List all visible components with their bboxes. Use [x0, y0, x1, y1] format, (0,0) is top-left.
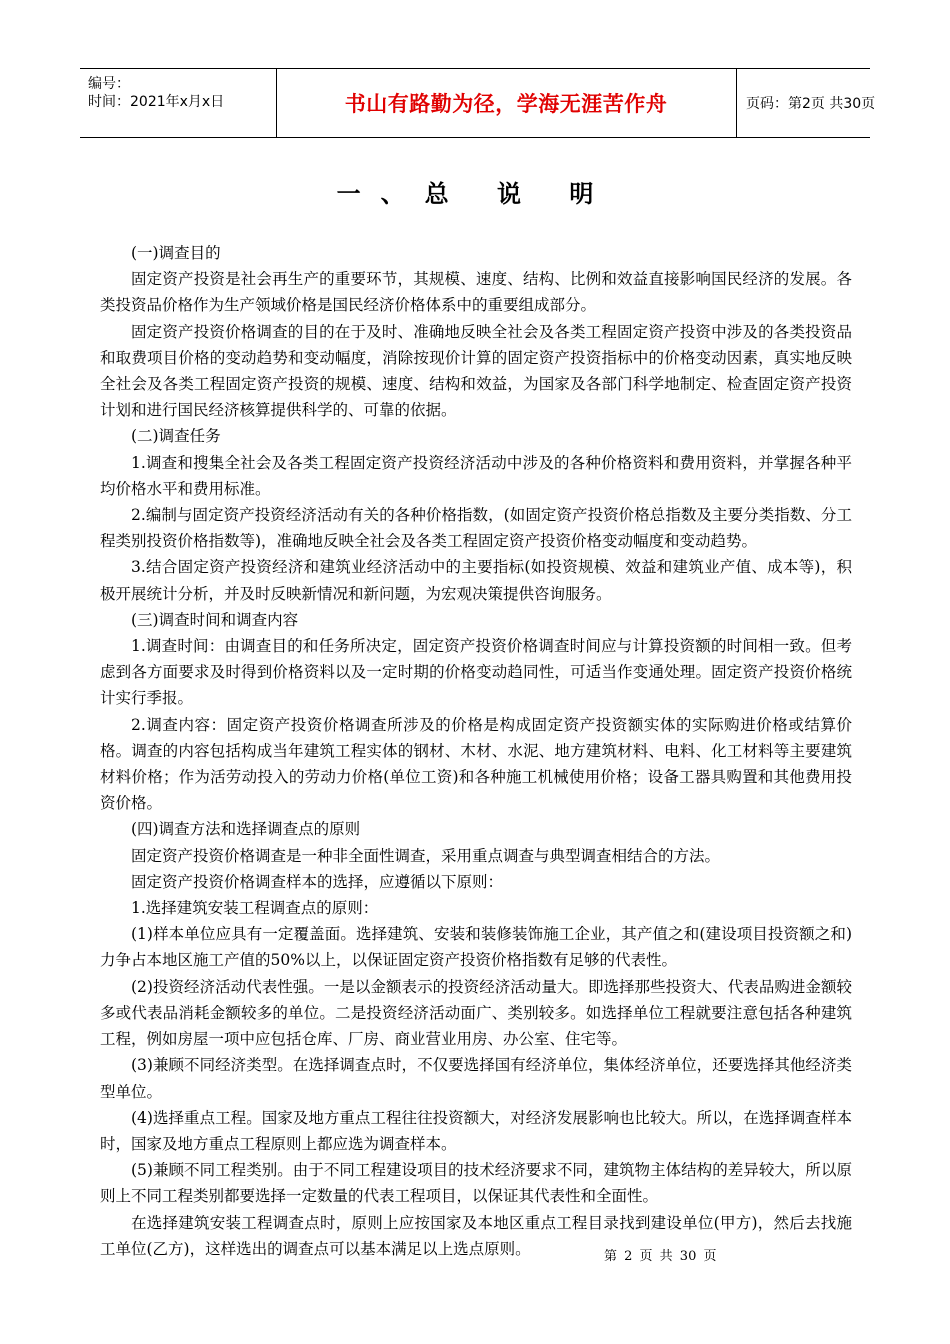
paragraph: 3.结合固定资产投资经济和建筑业经济活动中的主要指标(如投资规模、效益和建筑业产值、成本等)，积极开展统计分析，并及时反映新情况和新问题，为宏观决策提供咨询服务。 [100, 558, 852, 603]
header-left-cell [80, 69, 277, 137]
page-header [80, 68, 876, 138]
paragraph: 固定资产投资价格调查样本的选择，应遵循以下原则： [131, 872, 504, 891]
paragraph: 2.编制与固定资产投资经济活动有关的各种价格指数，(如固定资产投资价格总指数及主要分类指数、分工程类别投资价格指数等)，准确地反映全社会及各类工程固定资产投资价格变动幅度和变动趋势。 [100, 506, 852, 551]
paragraph: (2)投资经济活动代表性强。一是以金额表示的投资经济活动量大。即选择那些投资大、代表品购进金额较多或代表品消耗金额较多的单位。二是投资经济活动面广、类别较多。如选择单位工程就要注意包括各种建筑工程，例如房屋一项中应包括仓库、厂房、商业营业用房、办公室、住宅等。 [100, 977, 852, 1049]
heading-survey-purpose: (一)调查目的 [131, 244, 221, 262]
paragraph: 1.调查时间：由调查目的和任务所决定，固定资产投资价格调查时间应与计算投资额的时间相一致。但考虑到各方面要求及时得到价格资料以及一定时期的价格变动趋同性，可适当作变通处理。固定资产投资价格统计实行季报。 [100, 637, 852, 708]
header-motto-cell [276, 69, 737, 137]
paragraph: 2.调查内容：固定资产投资价格调查所涉及的价格是构成固定资产投资额实体的实际购进价格或结算价格。调查的内容包括构成当年建筑工程实体的钢材、木材、水泥、地方建筑材料、电料、化工材料等主要建筑材料价格；作为活劳动投入的劳动力价格(单位工资)和各种施工机械使用价格；设备工器具购置和其他费用投资价格。 [100, 715, 852, 813]
paragraph: 1.调查和搜集全社会及各类工程固定资产投资经济活动中涉及的各种价格资料和费用资料，并掌握各种平均价格水平和费用标准。 [100, 453, 852, 498]
header-right-cell [736, 69, 876, 137]
heading-survey-time-content: (三)调查时间和调查内容 [131, 610, 299, 629]
paragraph: 固定资产投资是社会再生产的重要环节，其规模、速度、结构、比例和效益直接影响国民经济的发展。各类投资品价格作为生产领域价格是国民经济价格体系中的重要组成部分。 [100, 270, 852, 315]
paragraph: (3)兼顾不同经济类型。在选择调查点时，不仅要选择国有经济单位，集体经济单位，还要选择其他经济类型单位。 [100, 1056, 852, 1101]
document-number-label: 编号： [88, 76, 130, 92]
paragraph: (5)兼顾不同工程类别。由于不同工程建设项目的技术经济要求不同，建筑物主体结构的差异较大，所以原则上不同工程类别都要选择一定数量的代表工程项目，以保证其代表性和全面性。 [100, 1161, 852, 1206]
heading-survey-method: (四)调查方法和选择调查点的原则 [131, 820, 361, 839]
paragraph: 固定资产投资价格调查是一种非全面性调查，采用重点调查与典型调查相结合的方法。 [131, 846, 721, 865]
paragraph: 固定资产投资价格调查的目的在于及时、准确地反映全社会及各类工程固定资产投资中涉及的各类投资品和取费项目价格的变动趋势和变动幅度，消除按现价计算的固定资产投资指标中的价格变动因素，真实地反映全社会及各类工程固定资产投资的规模、速度、结构和效益，为国家及各部门科学地制定、检查固定资产投资计划和进行国民经济核算提供科学的、可靠的依据。 [100, 322, 852, 420]
paragraph: (4)选择重点工程。国家及地方重点工程往往投资额大，对经济发展影响也比较大。所以，在选择调查样本时，国家及地方重点工程原则上都应选为调查样本。 [100, 1108, 852, 1153]
paragraph: 在选择建筑安装工程调查点时，原则上应按国家及本地区重点工程目录找到建设单位(甲方)，然后去找施工单位(乙方)，这样选出的调查点可以基本满足以上选点原则。 [100, 1213, 852, 1258]
page-footer: 第 2 页 共 30 页 [604, 1249, 717, 1264]
document-time-label: 时间：2021年x月x日 [88, 94, 225, 110]
paragraph: 1.选择建筑安装工程调查点的原则： [131, 899, 379, 918]
document-body [100, 240, 852, 1262]
heading-survey-tasks: (二)调查任务 [131, 427, 221, 446]
header-page-code: 页码：第2页 共30页 [746, 96, 876, 112]
header-motto: 书山有路勤为径，学海无涯苦作舟 [344, 92, 668, 116]
section-title: 一、总 说 明 [336, 180, 614, 208]
paragraph: (1)样本单位应具有一定覆盖面。选择建筑、安装和装修装饰施工企业，其产值之和(建设项目投资额之和)力争占本地区施工产值的50%以上，以保证固定资产投资价格指数有足够的代表性。 [100, 925, 852, 970]
